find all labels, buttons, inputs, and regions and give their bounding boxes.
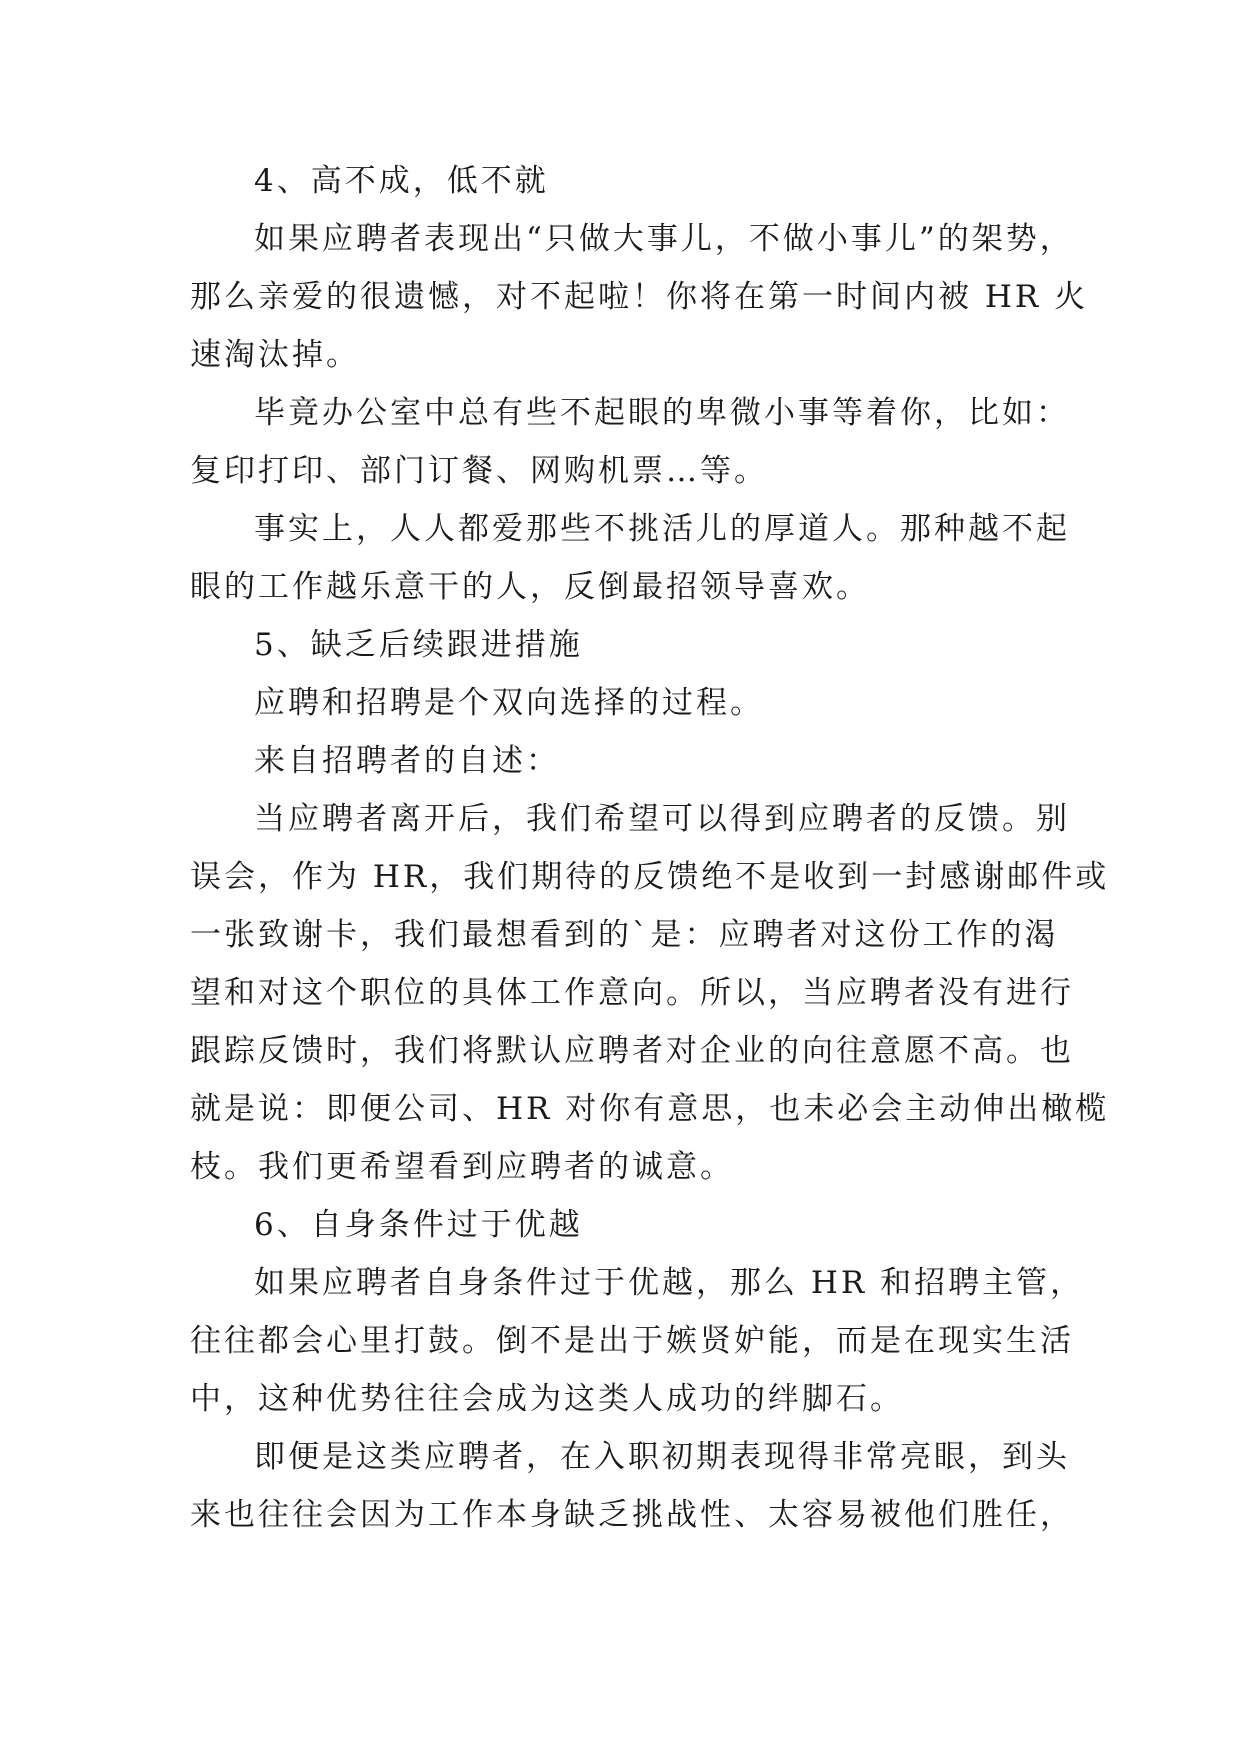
text-line: 一张致谢卡，我们最想看到的`是：应聘者对这份工作的渴 xyxy=(190,917,1059,953)
text-line: 毕竟办公室中总有些不起眼的卑微小事等着你，比如： xyxy=(254,395,1070,431)
text-line: 速淘汰掉。 xyxy=(190,337,360,373)
text-line: 中，这种优势往往会成为这类人成功的绊脚石。 xyxy=(190,1381,904,1417)
text-line: 来自招聘者的自述： xyxy=(254,743,560,779)
text-line: 如果应聘者自身条件过于优越，那么 HR 和招聘主管， xyxy=(254,1265,1085,1301)
text-line: 枝。我们更希望看到应聘者的诚意。 xyxy=(190,1149,734,1185)
text-line: 误会，作为 HR，我们期待的反馈绝不是收到一封感谢邮件或 xyxy=(190,859,1110,895)
text-line: 事实上，人人都爱那些不挑活儿的厚道人。那种越不起 xyxy=(254,511,1070,547)
text-line: 就是说：即便公司、HR 对你有意思，也未必会主动伸出橄榄 xyxy=(190,1091,1110,1127)
text-line: 往往都会心里打鼓。倒不是出于嫉贤妒能，而是在现实生活 xyxy=(190,1323,1074,1359)
text-line: 如果应聘者表现出“只做大事儿，不做小事儿”的架势， xyxy=(254,221,1074,257)
text-line: 来也往往会因为工作本身缺乏挑战性、太容易被他们胜任， xyxy=(190,1497,1074,1533)
text-line: 跟踪反馈时，我们将默认应聘者对企业的向往意愿不高。也 xyxy=(190,1033,1074,1069)
document-body xyxy=(190,152,1110,1544)
text-line: 望和对这个职位的具体工作意向。所以，当应聘者没有进行 xyxy=(190,975,1074,1011)
text-line: 5、缺乏后续跟进措施 xyxy=(254,627,583,663)
text-line: 眼的工作越乐意干的人，反倒最招领导喜欢。 xyxy=(190,569,870,605)
text-line: 4、高不成，低不就 xyxy=(254,163,549,199)
text-line: 那么亲爱的很遗憾，对不起啦！你将在第一时间内被 HR 火 xyxy=(190,279,1089,315)
text-line: 应聘和招聘是个双向选择的过程。 xyxy=(254,685,764,721)
text-line: 当应聘者离开后，我们希望可以得到应聘者的反馈。别 xyxy=(254,801,1070,837)
text-line: 6、自身条件过于优越 xyxy=(254,1207,583,1243)
text-line: 即便是这类应聘者，在入职初期表现得非常亮眼，到头 xyxy=(254,1439,1070,1475)
text-line: 复印打印、部门订餐、网购机票…等。 xyxy=(190,453,768,489)
